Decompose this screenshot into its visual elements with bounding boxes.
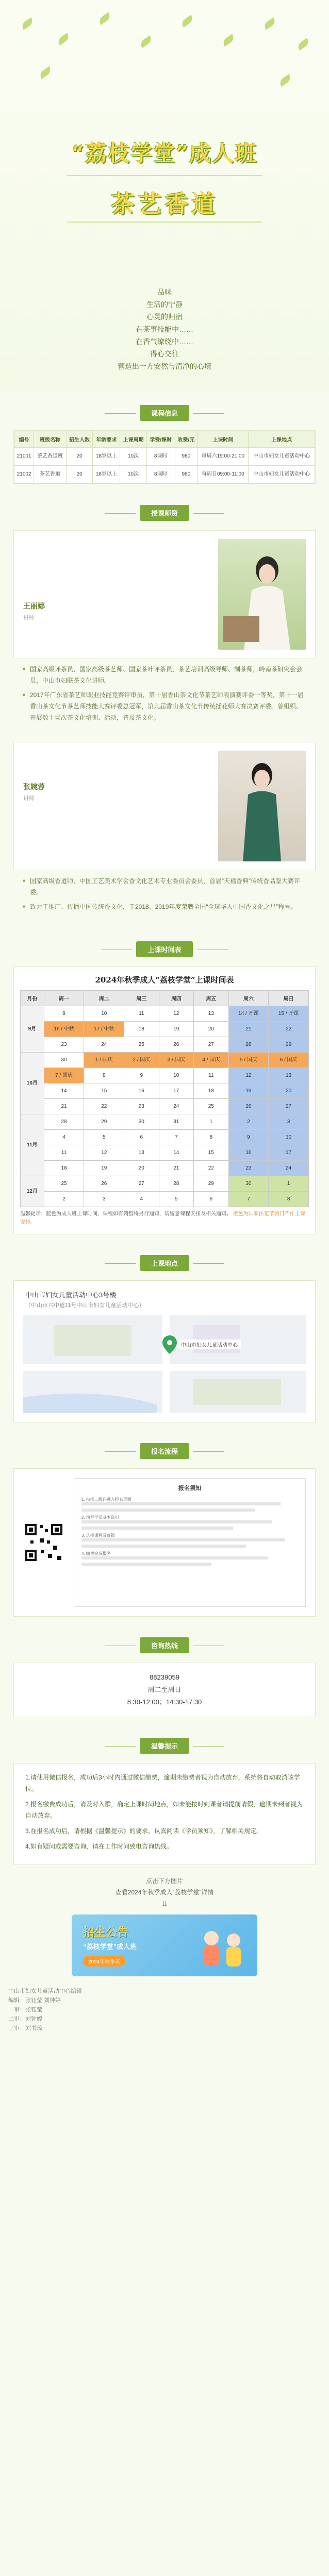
day-cell: 3 / 国庆 <box>159 1053 194 1068</box>
registration-card <box>13 1468 316 1617</box>
schedule-card <box>13 967 316 1234</box>
banner-title: 招生公告 <box>83 1926 129 1939</box>
kids-illustration-icon <box>193 1923 250 1969</box>
day-cell: 9 <box>228 1130 269 1145</box>
day-cell: 30 <box>124 1114 159 1130</box>
column-header: 收费/元 <box>175 431 198 448</box>
day-cell: 30 <box>44 1053 84 1068</box>
day-cell: 2 <box>44 1192 84 1207</box>
day-cell: 27 <box>194 1037 229 1053</box>
table-cell: 18岁以上 <box>93 448 120 466</box>
day-cell: 22 <box>84 1099 124 1114</box>
day-cell: 4 / 国庆 <box>194 1053 229 1068</box>
column-header: 周六 <box>228 991 269 1006</box>
day-cell: 24 <box>84 1037 124 1053</box>
poem-line: 在香气缭绕中…… <box>136 337 193 346</box>
table-cell: 980 <box>175 448 198 466</box>
day-cell: 17 <box>269 1145 309 1161</box>
notes-card <box>13 1763 316 1865</box>
day-cell: 13 <box>124 1145 159 1161</box>
day-cell: 23 <box>124 1099 159 1114</box>
column-header: 学费/课时 <box>146 431 175 448</box>
column-header: 上课周期 <box>120 431 147 448</box>
poem-line: 心灵的归宿 <box>146 313 183 321</box>
teacher-role: 讲师 <box>23 795 35 802</box>
day-cell: 15 <box>194 1145 229 1161</box>
description-item: ■ 2017年广东省茶艺师职业技能竞赛评审员，第十届香山茶文化节茶艺师表演赛评委一等奖，第十一届香山茶文化节茶艺师技能大赛评委总冠军，第九届香山茶文化节传统插花师大赛决赛评委。曾组织、开展数十场次茶文化培训、活动，普及茶文化。 <box>23 689 306 723</box>
day-cell: 18 <box>124 1022 159 1037</box>
day-cell: 26 <box>228 1099 269 1114</box>
column-header: 周二 <box>84 991 124 1006</box>
table-row <box>21 1022 309 1037</box>
table-header-row <box>21 991 309 1006</box>
more-line: 查看2024年秋季成人“荔枝学堂”详情 <box>115 1889 214 1896</box>
day-cell: 22 <box>194 1161 229 1176</box>
address-line: 中山市妇女儿童活动中心3号楼 <box>25 1291 117 1299</box>
poem-line: 生活的宁静 <box>146 300 183 309</box>
day-cell: 5 <box>159 1192 194 1207</box>
leaf-icon <box>278 74 292 87</box>
day-cell: 13 <box>194 1006 229 1022</box>
leaf-icon <box>180 15 194 28</box>
course-table-card <box>13 430 316 484</box>
hotline-phone[interactable]: 88239059 <box>150 1673 179 1681</box>
month-label: 9月 <box>21 1006 44 1053</box>
day-cell: 28 <box>159 1176 194 1192</box>
schedule-table <box>20 990 309 1207</box>
table-row <box>21 1114 309 1130</box>
credit-line: 中山市妇女儿童活动中心编辑 <box>8 1988 82 1994</box>
day-cell: 15 / 开课 <box>269 1006 309 1022</box>
teacher-name: 张婉蓉 <box>23 783 45 791</box>
column-header: 上课地点 <box>249 431 315 448</box>
note-item: 1.请使用微信报名，成功后3小时内通过微信缴费，逾期未缴费者视为自动放弃，系统将自动取消该学位。 <box>25 1774 300 1792</box>
teacher-photo <box>218 539 306 650</box>
poster-title: 报名须知 <box>178 1485 201 1492</box>
recruitment-banner-link[interactable] <box>72 1914 257 1976</box>
leaf-icon <box>139 36 153 48</box>
table-row <box>21 1192 309 1207</box>
map-label: 中山市妇女儿童活动中心 <box>178 1340 241 1349</box>
teacher-profile <box>14 531 315 658</box>
location-card <box>13 1280 316 1422</box>
teacher-photo <box>218 751 306 861</box>
hero-subtitle: 茶艺香道 <box>111 190 218 218</box>
registration-content <box>14 1469 315 1616</box>
day-cell: 9 <box>124 1068 159 1083</box>
schedule-title: 2024年秋季成人“荔枝学堂”上课时间表 <box>95 975 234 985</box>
day-cell: 3 <box>84 1192 124 1207</box>
table-row <box>14 448 315 466</box>
month-label: 10月 <box>21 1053 44 1114</box>
table-header-row <box>14 431 315 448</box>
location-map[interactable] <box>23 1315 306 1413</box>
leaf-icon <box>38 66 53 79</box>
column-header: 班级名称 <box>34 431 67 448</box>
section-header-notes <box>0 1738 329 1754</box>
column-header: 编号 <box>14 431 34 448</box>
section-title: 咨询热线 <box>140 1637 189 1653</box>
leaf-icon <box>56 33 71 46</box>
day-cell: 25 <box>194 1099 229 1114</box>
description-item: ■ 国家高级香道师，中国工艺美术学会香文化艺术专业委员会委员，首届“天禧香典”传统香品鉴大赛评委。 <box>23 875 306 898</box>
day-cell: 29 <box>269 1037 309 1053</box>
day-cell: 13 <box>269 1068 309 1083</box>
hero-title: “荔枝学堂”成人班 <box>71 141 258 166</box>
hotline-days: 周二至周日 <box>147 1686 182 1693</box>
day-cell: 8 <box>84 1068 124 1083</box>
day-cell: 4 <box>124 1192 159 1207</box>
note-item: 4.如有疑问或需要咨询，请在工作时间致电咨询热线。 <box>25 1843 173 1850</box>
map-image <box>23 1315 306 1413</box>
day-cell: 19 <box>84 1161 124 1176</box>
day-cell: 10 <box>84 1006 124 1022</box>
poster-line: 1. 扫描二维码进入报名页面 <box>81 1497 131 1502</box>
table-row <box>21 1006 309 1022</box>
table-cell: 20 <box>66 466 93 484</box>
hero-banner <box>0 0 329 392</box>
day-cell: 1 <box>194 1114 229 1130</box>
day-cell: 12 <box>159 1006 194 1022</box>
section-title: 授课师资 <box>140 505 189 521</box>
column-header: 周四 <box>159 991 194 1006</box>
day-cell: 2 / 国庆 <box>124 1053 159 1068</box>
table-cell: 中山市妇女儿童活动中心 <box>249 466 315 484</box>
day-cell: 19 <box>228 1083 269 1099</box>
portrait-image <box>218 539 306 650</box>
day-cell: 14 / 开课 <box>228 1006 269 1022</box>
day-cell: 4 <box>44 1130 84 1145</box>
month-label: 12月 <box>21 1176 44 1207</box>
day-cell: 29 <box>194 1176 229 1192</box>
day-cell: 7 / 国庆 <box>44 1068 84 1083</box>
day-cell: 24 <box>269 1161 309 1176</box>
teacher-1-description <box>13 658 316 732</box>
schedule-note <box>20 1210 309 1227</box>
section-header-location <box>0 1255 329 1271</box>
table-row <box>21 1068 309 1083</box>
poster-line: 3. 选择课程及班级 <box>81 1533 115 1538</box>
qr-code-icon[interactable] <box>23 1522 64 1563</box>
day-cell: 19 <box>159 1022 194 1037</box>
day-cell: 11 <box>44 1145 84 1161</box>
divider <box>67 175 262 176</box>
table-cell: 21002 <box>14 466 34 484</box>
day-cell: 23 <box>44 1037 84 1053</box>
day-cell: 1 / 国庆 <box>84 1053 124 1068</box>
section-header-schedule <box>0 941 329 957</box>
day-cell: 29 <box>84 1114 124 1130</box>
column-header: 上课时间 <box>198 431 249 448</box>
credit-line: 三审：刘书琼 <box>8 2025 42 2031</box>
day-cell: 20 <box>269 1083 309 1099</box>
column-header: 年龄要求 <box>93 431 120 448</box>
poster-line: 4. 缴费完成报名 <box>81 1551 111 1556</box>
table-row <box>21 1099 309 1114</box>
banner-subtitle: “荔枝学堂”成人班 <box>83 1943 137 1951</box>
table-row <box>14 466 315 484</box>
day-cell: 10 <box>269 1130 309 1145</box>
day-cell: 23 <box>228 1161 269 1176</box>
leaf-icon <box>262 18 277 30</box>
day-cell: 21 <box>159 1161 194 1176</box>
table-cell: 茶艺香道班 <box>34 448 67 466</box>
table-cell: 每周日09:00-11:00 <box>198 466 249 484</box>
table-cell: 8课时 <box>146 466 175 484</box>
leaf-icon <box>20 18 35 30</box>
description-item: ■ 国家高级评茶员、国家高级茶艺师、国家茶叶评茶员，茶艺培训高级导师、制茶师，岭南茶研究会会员，中山市妇联茶文化讲师。 <box>23 664 306 686</box>
map-pin-icon <box>162 1335 177 1354</box>
column-header: 周五 <box>194 991 229 1006</box>
day-cell: 26 <box>84 1176 124 1192</box>
hotline-hours: 8:30-12:00；14:30-17:30 <box>127 1698 202 1706</box>
day-cell: 16 <box>228 1145 269 1161</box>
table-cell: 8课时 <box>146 448 175 466</box>
day-cell: 11 <box>194 1068 229 1083</box>
table-cell: 21001 <box>14 448 34 466</box>
table-row <box>21 1037 309 1053</box>
leaf-icon <box>296 38 310 51</box>
table-row <box>21 1145 309 1161</box>
day-cell: 25 <box>44 1176 84 1192</box>
day-cell: 28 <box>44 1114 84 1130</box>
day-cell: 20 <box>194 1022 229 1037</box>
poem-line: 得心交往 <box>150 350 179 358</box>
registration-poster <box>74 1478 306 1607</box>
address-detail: （中山市兴中道11号中山市妇女儿童活动中心） <box>25 1302 145 1309</box>
day-cell: 28 <box>228 1037 269 1053</box>
section-title: 上课地点 <box>140 1255 189 1271</box>
leaf-icon <box>221 34 236 47</box>
leaf-icon <box>97 12 112 25</box>
day-cell: 10 <box>159 1068 194 1083</box>
table-row <box>21 1083 309 1099</box>
day-cell: 6 / 国庆 <box>269 1053 309 1068</box>
banner-tag: 2024年秋季班 <box>83 1956 125 1967</box>
day-cell: 14 <box>44 1083 84 1099</box>
poem-line: 在茶事技能中…… <box>136 325 193 333</box>
month-label: 11月 <box>21 1114 44 1176</box>
description-item: ■ 致力于推广、传播中国传统香文化，于2018、2019年度荣膺全国“全球华人中国香文化之星”称号。 <box>23 901 306 912</box>
table-cell: 20 <box>66 448 93 466</box>
credit-line: 编辑：张钰莹 刘钟婷 <box>8 1997 61 2004</box>
column-header: 周一 <box>44 991 84 1006</box>
day-cell: 16 / 中秋 <box>44 1022 84 1037</box>
table-cell: 10次 <box>120 466 147 484</box>
column-header: 月份 <box>21 991 44 1006</box>
day-cell: 21 <box>228 1022 269 1037</box>
day-cell: 8 <box>269 1192 309 1207</box>
teacher-card-2 <box>13 742 316 870</box>
intro-poem <box>0 286 329 372</box>
day-cell: 27 <box>124 1176 159 1192</box>
day-cell: 26 <box>159 1037 194 1053</box>
poster-line: 2. 填写学员基本资料 <box>81 1515 119 1520</box>
hotline-card <box>13 1663 316 1717</box>
day-cell: 16 <box>124 1083 159 1099</box>
day-cell: 14 <box>159 1145 194 1161</box>
day-cell: 5 <box>84 1130 124 1145</box>
day-cell: 31 <box>159 1114 194 1130</box>
table-cell: 10次 <box>120 448 147 466</box>
poem-line: 营造出一方安然与清净的心境 <box>118 362 211 370</box>
table-cell: 每周六19:00-21:00 <box>198 448 249 466</box>
day-cell: 6 <box>194 1192 229 1207</box>
day-cell: 12 <box>228 1068 269 1083</box>
day-cell: 20 <box>124 1161 159 1176</box>
teacher-role: 讲师 <box>23 615 35 621</box>
teacher-info <box>23 751 209 807</box>
credits <box>0 1976 329 2043</box>
table-cell: 18岁以上 <box>93 466 120 484</box>
day-cell: 30 <box>228 1176 269 1192</box>
section-header-hotline <box>0 1637 329 1653</box>
down-arrow-icon: ⇊ <box>161 1900 168 1908</box>
day-cell: 21 <box>44 1099 84 1114</box>
table-row <box>21 1161 309 1176</box>
day-cell: 5 / 国庆 <box>228 1053 269 1068</box>
course-table <box>14 431 315 484</box>
day-cell: 25 <box>124 1037 159 1053</box>
table-row <box>21 1176 309 1192</box>
section-header-registration <box>0 1443 329 1459</box>
address-block <box>14 1281 315 1315</box>
credit-line: 二审：刘钟婷 <box>8 2016 42 2022</box>
table-cell: 茶艺香道 <box>34 466 67 484</box>
more-line: 点击下方图片 <box>145 1877 183 1885</box>
day-cell: 27 <box>269 1099 309 1114</box>
day-cell: 3 <box>269 1114 309 1130</box>
day-cell: 17 / 中秋 <box>84 1022 124 1037</box>
day-cell: 8 <box>194 1130 229 1145</box>
holiday-note: 橙色为国家法定节假日不作上课安排。 <box>20 1211 305 1225</box>
day-cell: 9 <box>44 1006 84 1022</box>
day-cell: 12 <box>84 1145 124 1161</box>
day-cell: 6 <box>124 1130 159 1145</box>
more-info <box>0 1865 329 1909</box>
divider <box>67 222 262 223</box>
section-header-teachers <box>0 505 329 521</box>
teacher-name: 王丽娜 <box>23 602 45 610</box>
section-title: 上课时间表 <box>136 941 192 957</box>
table-row <box>21 1053 309 1068</box>
section-header-course <box>0 405 329 421</box>
day-cell: 1 <box>269 1176 309 1192</box>
section-title: 温馨提示 <box>140 1738 189 1754</box>
table-cell: 中山市妇女儿童活动中心 <box>249 448 315 466</box>
section-title: 课程信息 <box>140 405 189 421</box>
teacher-2-description <box>13 870 316 921</box>
day-cell: 22 <box>269 1022 309 1037</box>
section-title: 报名流程 <box>140 1443 189 1459</box>
day-cell: 2 <box>228 1114 269 1130</box>
day-cell: 18 <box>44 1161 84 1176</box>
day-cell: 18 <box>194 1083 229 1099</box>
note-item: 2.报名缴费成功后，请及时入群，确定上课时间地点，如未能按时到课者请提前请假，逾期未到者视为自动放弃。 <box>25 1801 303 1819</box>
portrait-image <box>218 751 306 861</box>
day-cell: 15 <box>84 1083 124 1099</box>
day-cell: 11 <box>124 1006 159 1022</box>
table-cell: 980 <box>175 466 198 484</box>
credit-line: 一审：张钰莹 <box>8 2007 42 2013</box>
teacher-info <box>23 539 209 626</box>
note-text: 温馨提示：蓝色为成人班上课时间，课程如有调整将另行通知，请留意课程安排及相关通知。 <box>20 1211 232 1217</box>
poem-line: 品味 <box>157 288 172 296</box>
note-item: 3.在报名成功后，请根据《温馨提示》的要求，认真阅读《学员须知》，了解相关规定。 <box>25 1827 263 1835</box>
column-header: 周三 <box>124 991 159 1006</box>
day-cell: 7 <box>159 1130 194 1145</box>
day-cell: 17 <box>159 1083 194 1099</box>
column-header: 周日 <box>269 991 309 1006</box>
teacher-profile <box>14 742 315 870</box>
teacher-card-1 <box>13 530 316 658</box>
day-cell: 7 <box>228 1192 269 1207</box>
table-row <box>21 1130 309 1145</box>
day-cell: 24 <box>159 1099 194 1114</box>
column-header: 招生人数 <box>66 431 93 448</box>
